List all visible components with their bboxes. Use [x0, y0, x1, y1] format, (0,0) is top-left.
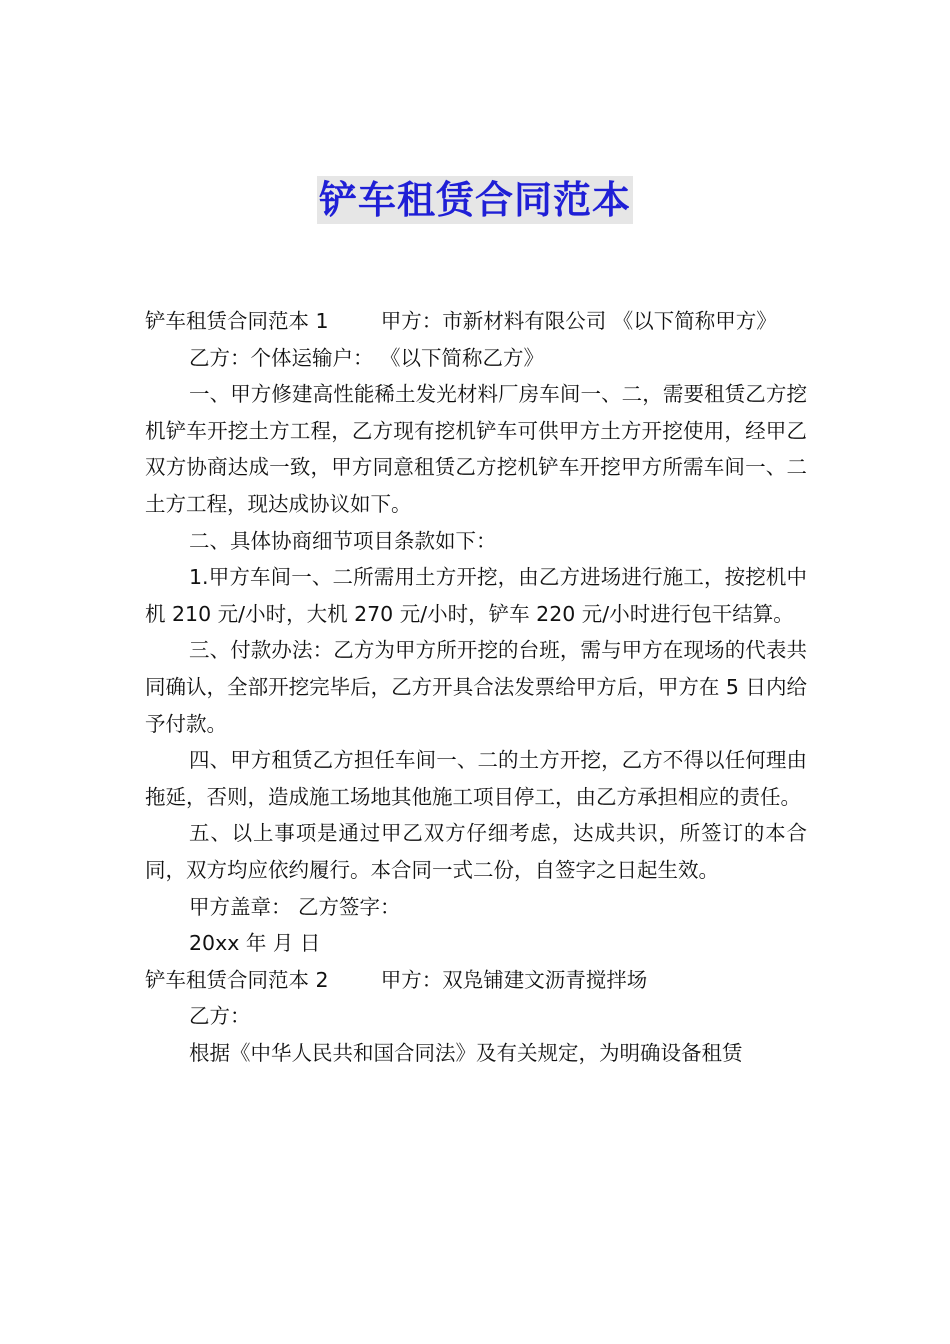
document-body [145, 303, 807, 1071]
date-line: 20xx 年 月 日 [189, 931, 321, 956]
contract-2-intro: 根据《中华人民共和国合同法》及有关规定，为明确设备租赁 [189, 1040, 743, 1065]
contract-2-header: 铲车租赁合同范本 2 甲方：双凫铺建文沥青搅拌场 [145, 967, 648, 992]
clause-5: 五、以上事项是通过甲乙双方仔细考虑，达成共识，所签订的本合同，双方均应依约履行。本合同一式二份，自签字之日起生效。 [145, 821, 807, 882]
clause-2-item-1: 1.甲方车间一、二所需用土方开挖，由乙方进场进行施工，按挖机中机 210 元/小时，大机 270 元/小时，铲车 220 元/小时进行包干结算。 [145, 565, 807, 626]
document-title: 铲车租赁合同范本 [318, 178, 631, 222]
title-container [0, 176, 950, 224]
clause-3-payment: 三、付款办法：乙方为甲方所开挖的台班，需与甲方在现场的代表共同确认，全部开挖完毕后，乙方开具合法发票给甲方后，甲方在 5 日内给予付款。 [145, 638, 807, 736]
signature-line: 甲方盖章： 乙方签字： [189, 894, 401, 919]
clause-2-heading: 二、具体协商细节项目条款如下： [189, 528, 497, 553]
contract-1-header: 铲车租赁合同范本 1 甲方：市新材料有限公司 《以下简称甲方》 [145, 309, 777, 333]
clause-4: 四、甲方租赁乙方担任车间一、二的土方开挖，乙方不得以任何理由拖延，否则，造成施工场地其他施工项目停工，由乙方承担相应的责任。 [145, 748, 807, 809]
clause-1: 一、甲方修建高性能稀土发光材料厂房车间一、二，需要租赁乙方挖机铲车开挖土方工程，乙方现有挖机铲车可供甲方土方开挖使用，经甲乙双方协商达成一致，甲方同意租赁乙方挖机铲车开挖甲方所需车间一、二土方工程，现达成协议如下。 [145, 382, 807, 516]
party-b-line: 乙方：个体运输户： 《以下简称乙方》 [189, 345, 545, 370]
contract-2-party-b: 乙方： [189, 1004, 251, 1029]
